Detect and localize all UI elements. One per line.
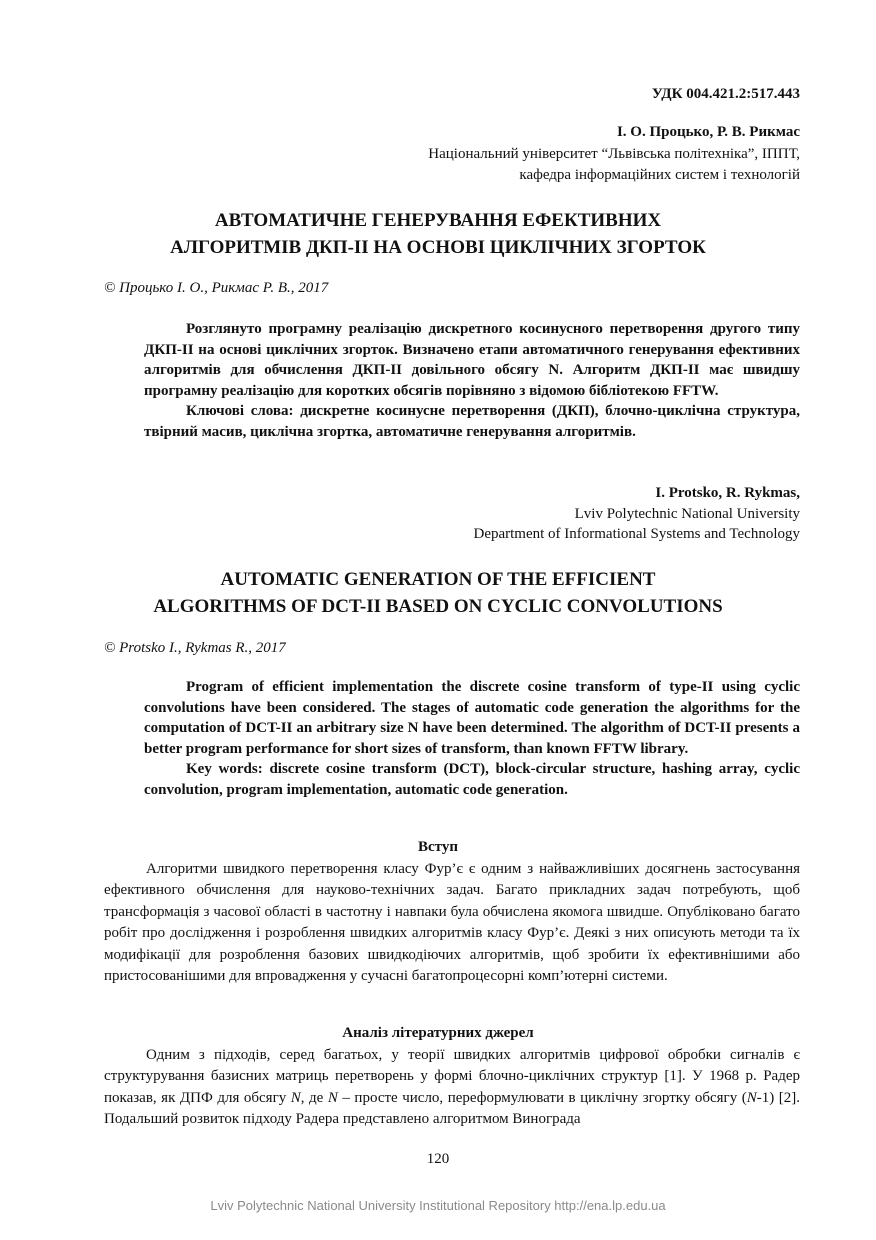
literature-text-part-2: , де — [300, 1089, 328, 1106]
literature-section — [104, 1045, 800, 1131]
ua-affiliation-line-1: Національний університет “Львівська політехніка”, ІППТ, — [428, 146, 800, 162]
en-abstract: Program of efficient implementation the discrete cosine transform of type-II using cyclic convolutions have been considered. The stages of automatic code generation the algorithms for the computation of DCT-II an arbitrary size N have been determined. The algorithm of DCT-II presents a better program performance for short sizes of transform, than known FFTW library. — [144, 679, 800, 757]
en-keywords: Key words: discrete cosine transform (DCT), block-circular structure, hashing array, cyclic convolution, program implementation, automatic code generation. — [144, 761, 800, 798]
en-affiliation-line-1: Lviv Polytechnic National University — [574, 506, 800, 522]
ua-title-line-2: АЛГОРИТМІВ ДКП-ІІ НА ОСНОВІ ЦИКЛІЧНИХ ЗГОРТОК — [170, 237, 706, 258]
literature-text-part-3: – просте число, переформулювати в циклічну згортку обсягу ( — [337, 1089, 747, 1106]
ua-keywords: Ключові слова: дискретне косинусне перетворення (ДКП), блочно-циклічна структура, твірний масив, циклічна згортка, автоматичне генерування алгоритмів. — [144, 403, 800, 440]
ua-affiliation-line-2: кафедра інформаційних систем і технологій — [519, 167, 800, 183]
intro-section — [104, 859, 800, 987]
intro-paragraph: Алгоритми швидкого перетворення класу Фур’є є одним з найважливіших досягнень застосування ефективного обчислення для науково-технічних задач. Багато прикладних задач потребують, щоб трансформація з часової області в частотну і навпаки була обчислена якомога швидше. Опубліковано багато робіт про дослідження і розроблення швидких алгоритмів класу Фур’є. Деякі з них описують методи та їх модифікації для розроблення базових швидкодіючих алгоритмів, щоб зробити їх ефективнішими або пристосованішими для впровадження у сучасні багатопроцесорні комп’ютерні системи. — [104, 861, 800, 985]
ua-copyright: © Процько І. О., Рикмас Р. В., 2017 — [104, 280, 329, 296]
variable-n: N — [290, 1089, 301, 1106]
ua-authors: І. О. Процько, Р. В. Рикмас — [616, 124, 800, 140]
repository-footer: Lviv Polytechnic National University Institutional Repository http://ena.lp.edu.ua — [210, 1198, 666, 1213]
en-copyright: © Protsko I., Rykmas R., 2017 — [104, 640, 286, 656]
intro-heading: Вступ — [418, 839, 458, 855]
en-affiliation-line-2: Department of Informational Systems and Technology — [473, 526, 800, 542]
ua-abstract: Розглянуто програмну реалізацію дискретного косинусного перетворення другого типу ДКП-ІІ на основі циклічних згорток. Визначено етапи автоматичного генерування ефективних алгоритмів для обчислення ДКП-ІІ довільного обсягу N. Алгоритм ДКП-ІІ має швидшу програмну реалізацію для коротких обсягів порівняно з відомою бібліотекою FFTW. — [144, 321, 800, 399]
literature-heading: Аналіз літературних джерел — [342, 1025, 534, 1041]
ua-title — [60, 207, 816, 261]
literature-text-part-1: Одним з підходів, серед багатьох, у теорії швидких алгоритмів цифрової обробки сигналів є структурування базисних матриць перетворень у формі блочно-циклічних структур [1]. У 1968 р. Радер показав, як ДПФ для обсягу — [104, 1047, 800, 1106]
literature-paragraph — [104, 1045, 800, 1131]
en-title-line-2: ALGORITHMS OF DCT-II BASED ON CYCLIC CONVOLUTIONS — [153, 596, 723, 617]
en-title — [60, 566, 816, 620]
en-title-line-1: AUTOMATIC GENERATION OF THE EFFICIENT — [220, 569, 656, 590]
literature-text-part-4: -1) [2]. Подальший розвиток підходу Радера представлено алгоритмом Винограда — [104, 1089, 801, 1128]
variable-n: N — [746, 1089, 757, 1106]
en-abstract-block — [144, 677, 800, 800]
en-authors: I. Protsko, R. Rykmas, — [655, 485, 800, 501]
ua-title-line-1: АВТОМАТИЧНЕ ГЕНЕРУВАННЯ ЕФЕКТИВНИХ — [214, 210, 662, 231]
udc-code: УДК 004.421.2:517.443 — [651, 86, 800, 102]
ua-abstract-block — [144, 319, 800, 442]
variable-n: N — [327, 1089, 338, 1106]
page-number: 120 — [426, 1151, 450, 1167]
